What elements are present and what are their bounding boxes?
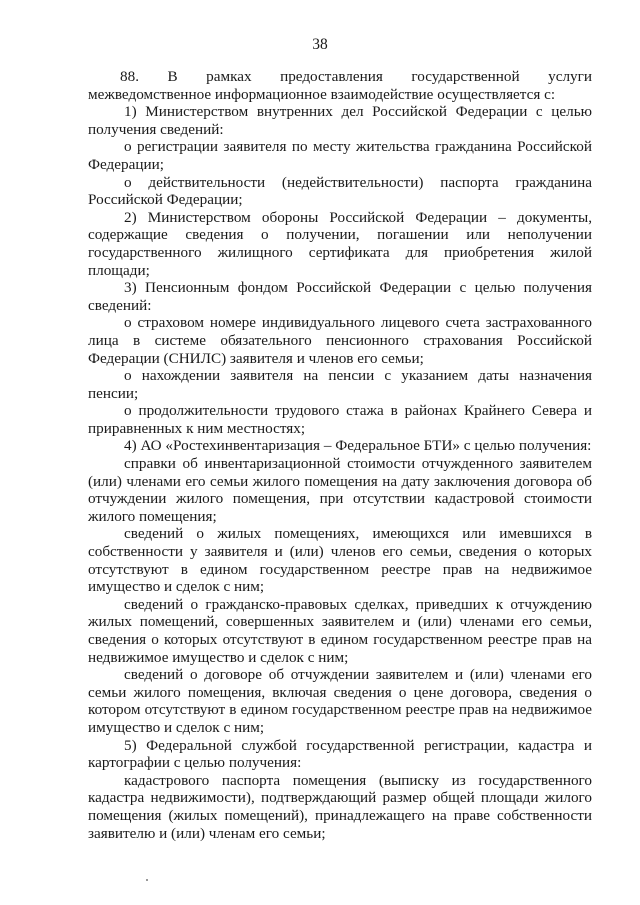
paragraph-north-experience: о продолжительности трудового стажа в районах Крайнего Севера и приравненных к ним местностях; [88, 402, 592, 437]
document-body [88, 68, 592, 842]
page-number: 38 [312, 36, 328, 53]
paragraph-snils: о страховом номере индивидуального лицевого счета застрахованного лица в системе обязательного пенсионного страхования Российской Федерации (СНИЛС) заявителя и членов его семьи; [88, 314, 592, 367]
paragraph-cadastral-passport: кадастрового паспорта помещения (выписку из государственного кадастра недвижимости), подтверждающий размер общей площади жилого помещения (жилых помещений), принадлежащего на праве собственности заявителю и (или) членам его семьи; [88, 771, 592, 842]
paragraph-item-4-bti: 4) АО «Ростехинвентаризация – Федеральное БТИ» с целью получения: [124, 437, 592, 455]
paragraph-item-5-rosreestr: 5) Федеральной службой государственной регистрации, кадастра и картографии с целью получения: [88, 736, 592, 772]
paragraph-passport-validity: о действительности (недействительности) паспорта гражданина Российской Федерации; [88, 173, 592, 209]
paragraph-civil-transactions: сведений о гражданско-правовых сделках, приведших к отчуждению жилых помещений, совершенных заявителем и (или) членами его семьи, сведения о которых отсутствуют в едином государственном реестре прав на недвижимое имущество и сделок с ним; [88, 595, 592, 666]
paragraph-item-1-mvd: 1) Министерством внутренних дел Российской Федерации с целью получения сведений: [88, 103, 592, 138]
paragraph-alienation-contract: сведений о договоре об отчуждении заявителем и (или) членами его семьи жилого помещения, включая сведения о цене договора, сведения о котором отсутствуют в едином государственном реестре прав на недвижимое имущество и сделок с ним; [88, 666, 592, 736]
paragraph-88-intro: 88. В рамках предоставления государственной услуги межведомственное информационное взаимодействие осуществляется с: [88, 68, 592, 103]
paragraph-item-2-defense: 2) Министерством обороны Российской Федерации – документы, содержащие сведения о получении, погашении или неполучении государственного жилищного сертификата для приобретения жилой площади; [88, 208, 592, 279]
paragraph-pension-status: о нахождении заявителя на пенсии с указанием даты назначения пенсии; [88, 367, 592, 402]
scan-speck [146, 879, 148, 881]
paragraph-owned-premises: сведений о жилых помещениях, имеющихся или имевшихся в собственности у заявителя и (или) членов его семьи, сведения о которых отсутствуют в едином государственном реестре прав на недвижимое имущество и сделок с ним; [88, 525, 592, 596]
paragraph-inventory-value: справки об инвентаризационной стоимости отчужденного заявителем (или) членами его семьи жилого помещения на дату заключения договора об отчуждении жилого помещения, при отсутствии кадастровой стоимости жилого помещения; [88, 455, 592, 525]
paragraph-item-3-pension-fund: 3) Пенсионным фондом Российской Федерации с целью получения сведений: [88, 279, 592, 314]
paragraph-registration: о регистрации заявителя по месту жительства гражданина Российской Федерации; [88, 138, 592, 173]
